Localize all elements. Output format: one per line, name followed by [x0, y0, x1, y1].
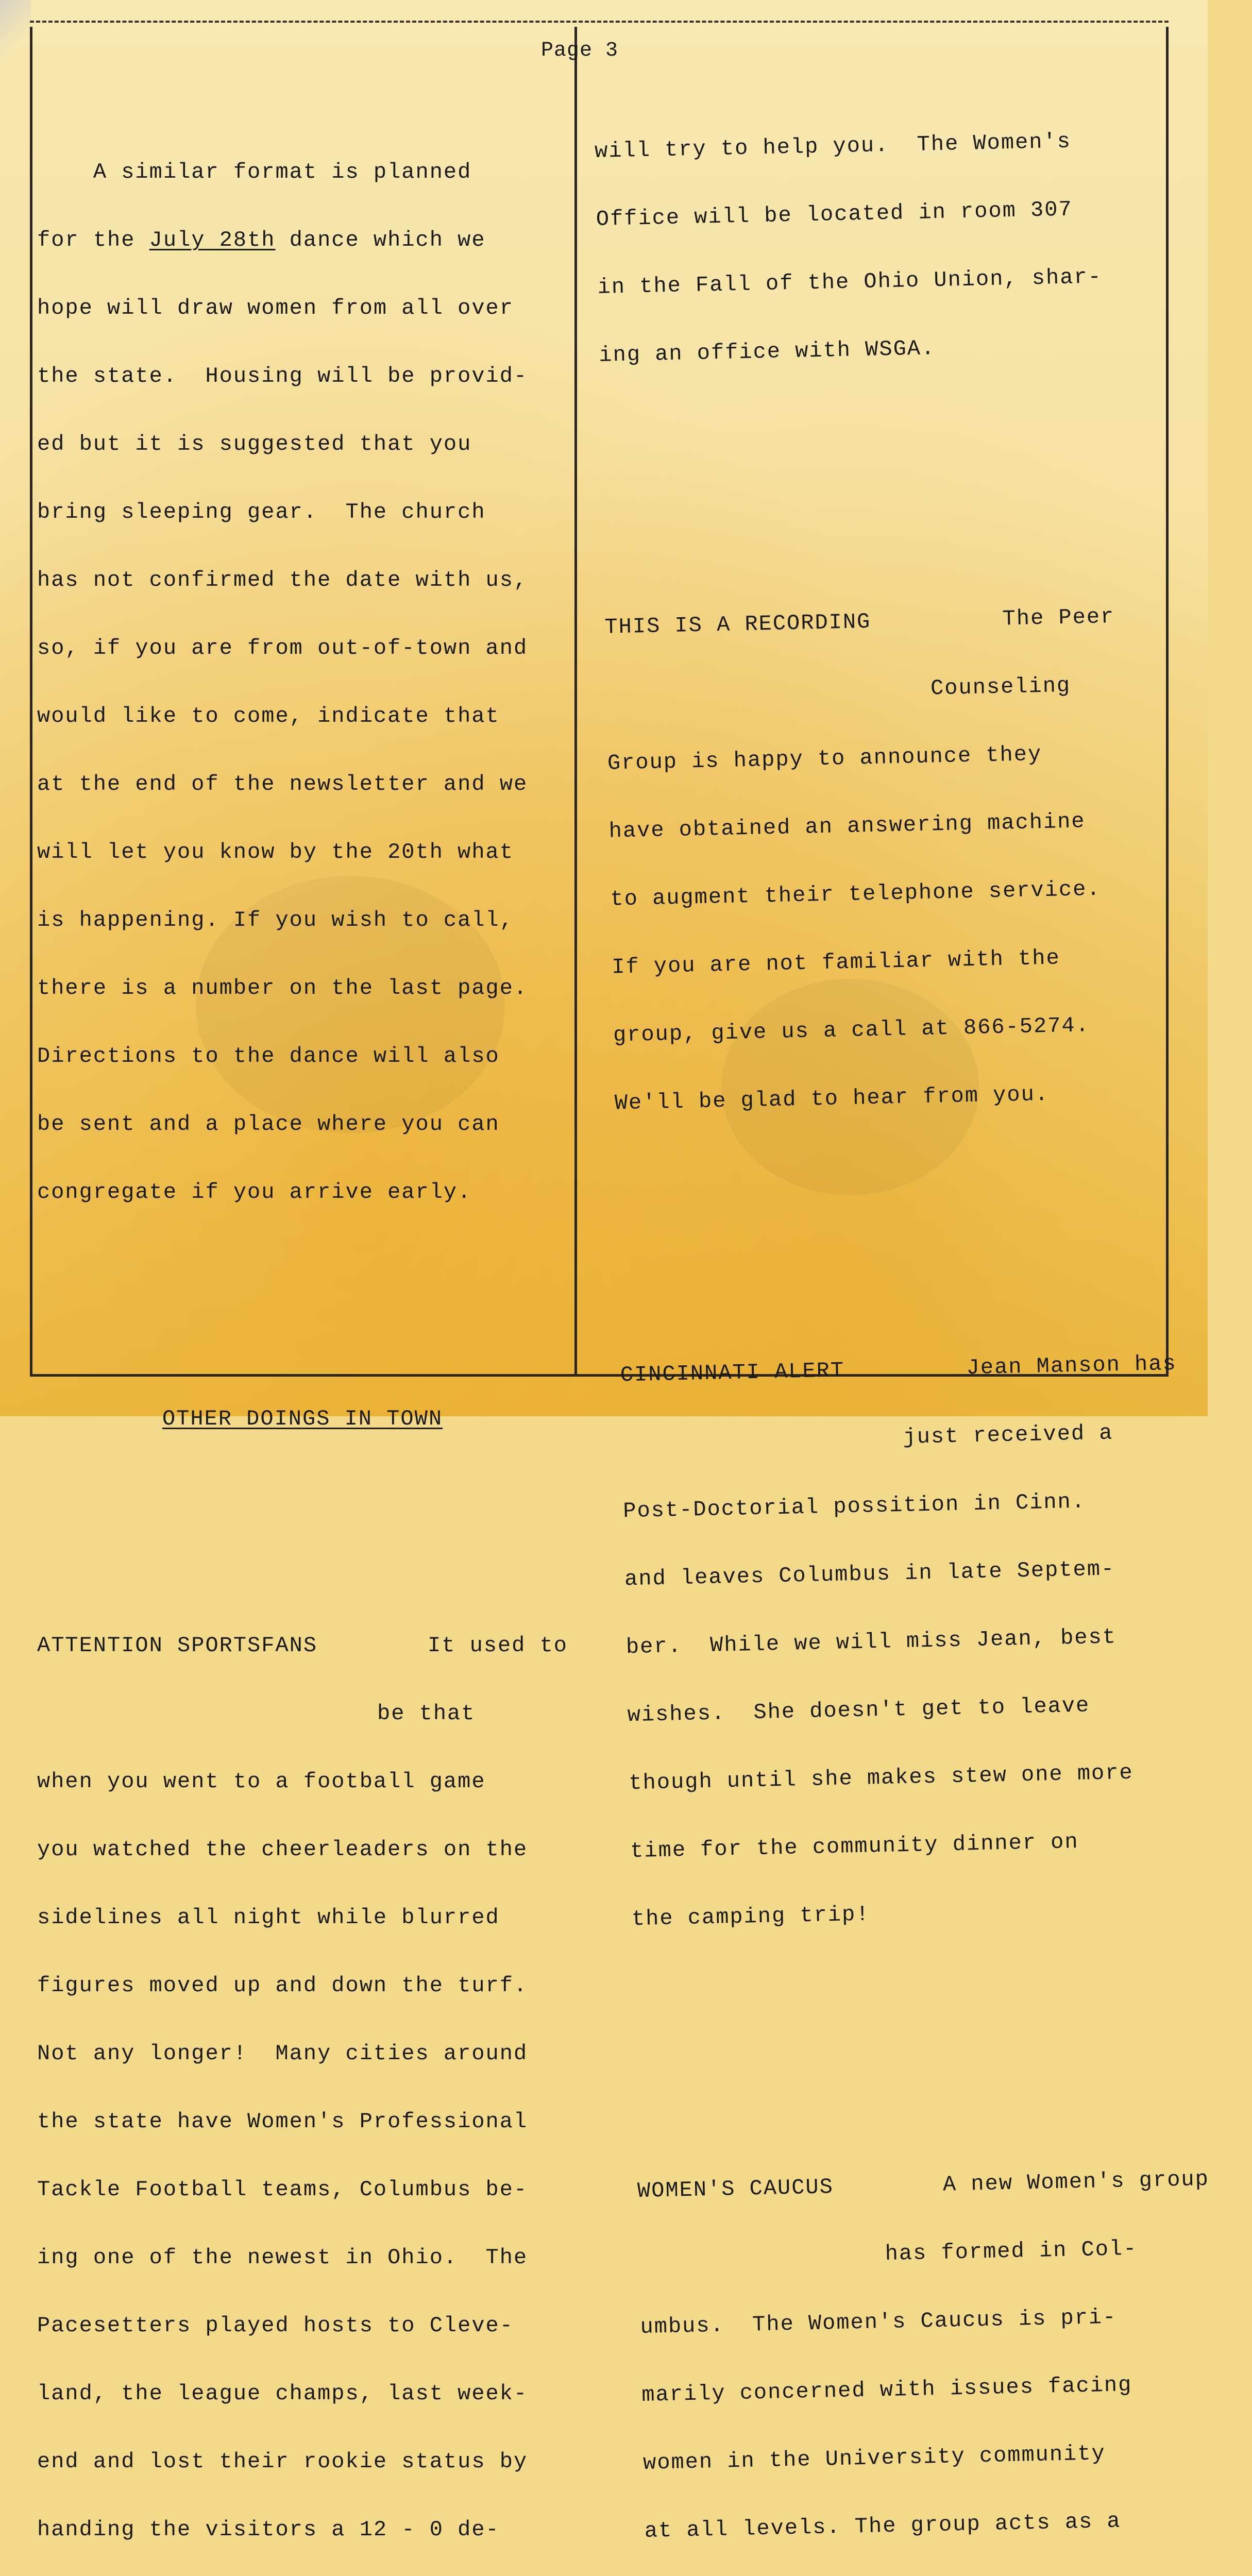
- text-line: hope will draw women from all over: [37, 297, 568, 319]
- text-line: the camping trip!: [632, 1896, 1204, 1930]
- text-line: you watched the cheerleaders on the: [37, 1838, 568, 1861]
- text-line: and leaves Columbus in late Septem-: [624, 1556, 1197, 1590]
- text-line: just received a: [621, 1420, 1194, 1454]
- text-line: be sent and a place where you can: [37, 1113, 568, 1136]
- text-line: figures moved up and down the turf.: [37, 1974, 568, 1997]
- text-fragment: dance which we: [275, 228, 485, 252]
- section-heading-text: OTHER DOINGS IN TOWN: [162, 1406, 443, 1431]
- text-line: the state have Women's Professional: [37, 2110, 568, 2133]
- spacer: [37, 1317, 568, 1362]
- text-line: end and lost their rookie status by: [37, 2450, 568, 2473]
- text-line: has not confirmed the date with us,: [37, 569, 568, 591]
- text-line: ber. While we will miss Jean, best: [626, 1624, 1198, 1658]
- text-line: in the Fall of the Ohio Union, shar-: [597, 264, 1170, 299]
- text-line: Pacesetters played hosts to Cleve-: [37, 2314, 568, 2337]
- text-line: bring sleeping gear. The church: [37, 501, 568, 523]
- text-line: sidelines all night while blurred: [37, 1906, 568, 1929]
- text-line: women in the University community: [643, 2440, 1215, 2475]
- column-divider: [574, 27, 577, 1377]
- article-lead: It used to: [428, 1634, 568, 1657]
- text-line: wishes. She doesn't get to leave: [627, 1692, 1199, 1726]
- page-number: Page 3: [541, 39, 618, 62]
- article-title: ATTENTION SPORTSFANS: [37, 1634, 317, 1657]
- caucus-article: [636, 2123, 1233, 2576]
- article-lead: A new Women's group: [943, 2168, 1210, 2196]
- text-line: have obtained an answering machine: [608, 808, 1181, 842]
- text-line: Group is happy to announce they: [607, 740, 1180, 774]
- text-line: there is a number on the last page.: [37, 977, 568, 999]
- text-line: Not any longer! Many cities around: [37, 2042, 568, 2065]
- text-line: the state. Housing will be provid-: [37, 365, 568, 387]
- text-line: at all levels. The group acts as a: [644, 2508, 1216, 2543]
- spacer: [634, 2032, 1207, 2089]
- text-line: umbus. The Women's Caucus is pri-: [640, 2304, 1212, 2338]
- article-header-row: [604, 604, 1177, 639]
- text-line: will try to help you. The Women's: [595, 128, 1167, 163]
- womens-office-continuation: [594, 83, 1172, 412]
- text-line: at the end of the newsletter and we: [37, 773, 568, 795]
- section-heading: [37, 1408, 568, 1430]
- text-line: is happening. If you wish to call,: [37, 909, 568, 931]
- spacer: [602, 468, 1175, 526]
- spacer: [617, 1216, 1190, 1273]
- text-line: Counseling: [606, 672, 1178, 706]
- text-line: ed but it is suggested that you: [37, 433, 568, 455]
- article-header-row: [37, 1634, 568, 1657]
- text-line: Office will be located in room 307: [596, 196, 1168, 231]
- text-line: when you went to a football game: [37, 1770, 568, 1793]
- text-line: Tackle Football teams, Columbus be-: [37, 2178, 568, 2201]
- cincinnati-article: [619, 1307, 1205, 1976]
- text-line: group, give us a call at 866-5274.: [613, 1012, 1186, 1046]
- sportsfans-article: [37, 1589, 568, 2576]
- left-column: [37, 70, 568, 2576]
- text-fragment: for the: [37, 228, 149, 252]
- dance-date-underlined: July 28th: [149, 228, 276, 252]
- article-title: WOMEN'S CAUCUS: [637, 2176, 834, 2202]
- article-lead: Jean Manson has: [966, 1352, 1192, 1379]
- text-line: ing one of the newest in Ohio. The: [37, 2246, 568, 2269]
- spacer: [37, 1498, 568, 1544]
- text-line: Directions to the dance will also: [37, 1045, 568, 1067]
- text-line: has formed in Col-: [638, 2236, 1211, 2270]
- text-line: Post-Doctorial possition in Cinn.: [623, 1488, 1195, 1522]
- article-lead: The Peer: [1002, 604, 1176, 631]
- text-line: land, the league champs, last week-: [37, 2382, 568, 2405]
- text-line: ing an office with WSGA.: [599, 332, 1171, 367]
- text-line: to augment their telephone service.: [610, 876, 1182, 910]
- page-corner-shadow: [0, 0, 31, 62]
- article-header-row: [620, 1352, 1192, 1386]
- article-title: CINCINNATI ALERT: [620, 1359, 844, 1386]
- text-line: If you are not familiar with the: [612, 944, 1184, 978]
- text-line: A similar format is planned: [37, 161, 568, 183]
- text-line: though until she makes stew one more: [629, 1760, 1201, 1794]
- text-line: [37, 229, 568, 251]
- right-column: [593, 38, 1252, 2576]
- text-line: We'll be glad to hear from you.: [614, 1080, 1187, 1114]
- top-dashed-rule: [30, 21, 1169, 23]
- text-line: so, if you are from out-of-town and: [37, 637, 568, 659]
- text-line: would like to come, indicate that: [37, 705, 568, 727]
- text-line: handing the visitors a 12 - 0 de-: [37, 2518, 568, 2541]
- text-line: time for the community dinner on: [630, 1828, 1203, 1862]
- article-title: THIS IS A RECORDING: [604, 611, 871, 639]
- text-line: be that: [37, 1702, 568, 1725]
- text-line: congregate if you arrive early.: [37, 1181, 568, 1204]
- article-header-row: [637, 2168, 1210, 2202]
- text-line: marily concerned with issues facing: [641, 2372, 1214, 2406]
- dance-paragraph: [37, 115, 568, 1249]
- text-line: will let you know by the 20th what: [37, 841, 568, 863]
- recording-article: [603, 559, 1188, 1160]
